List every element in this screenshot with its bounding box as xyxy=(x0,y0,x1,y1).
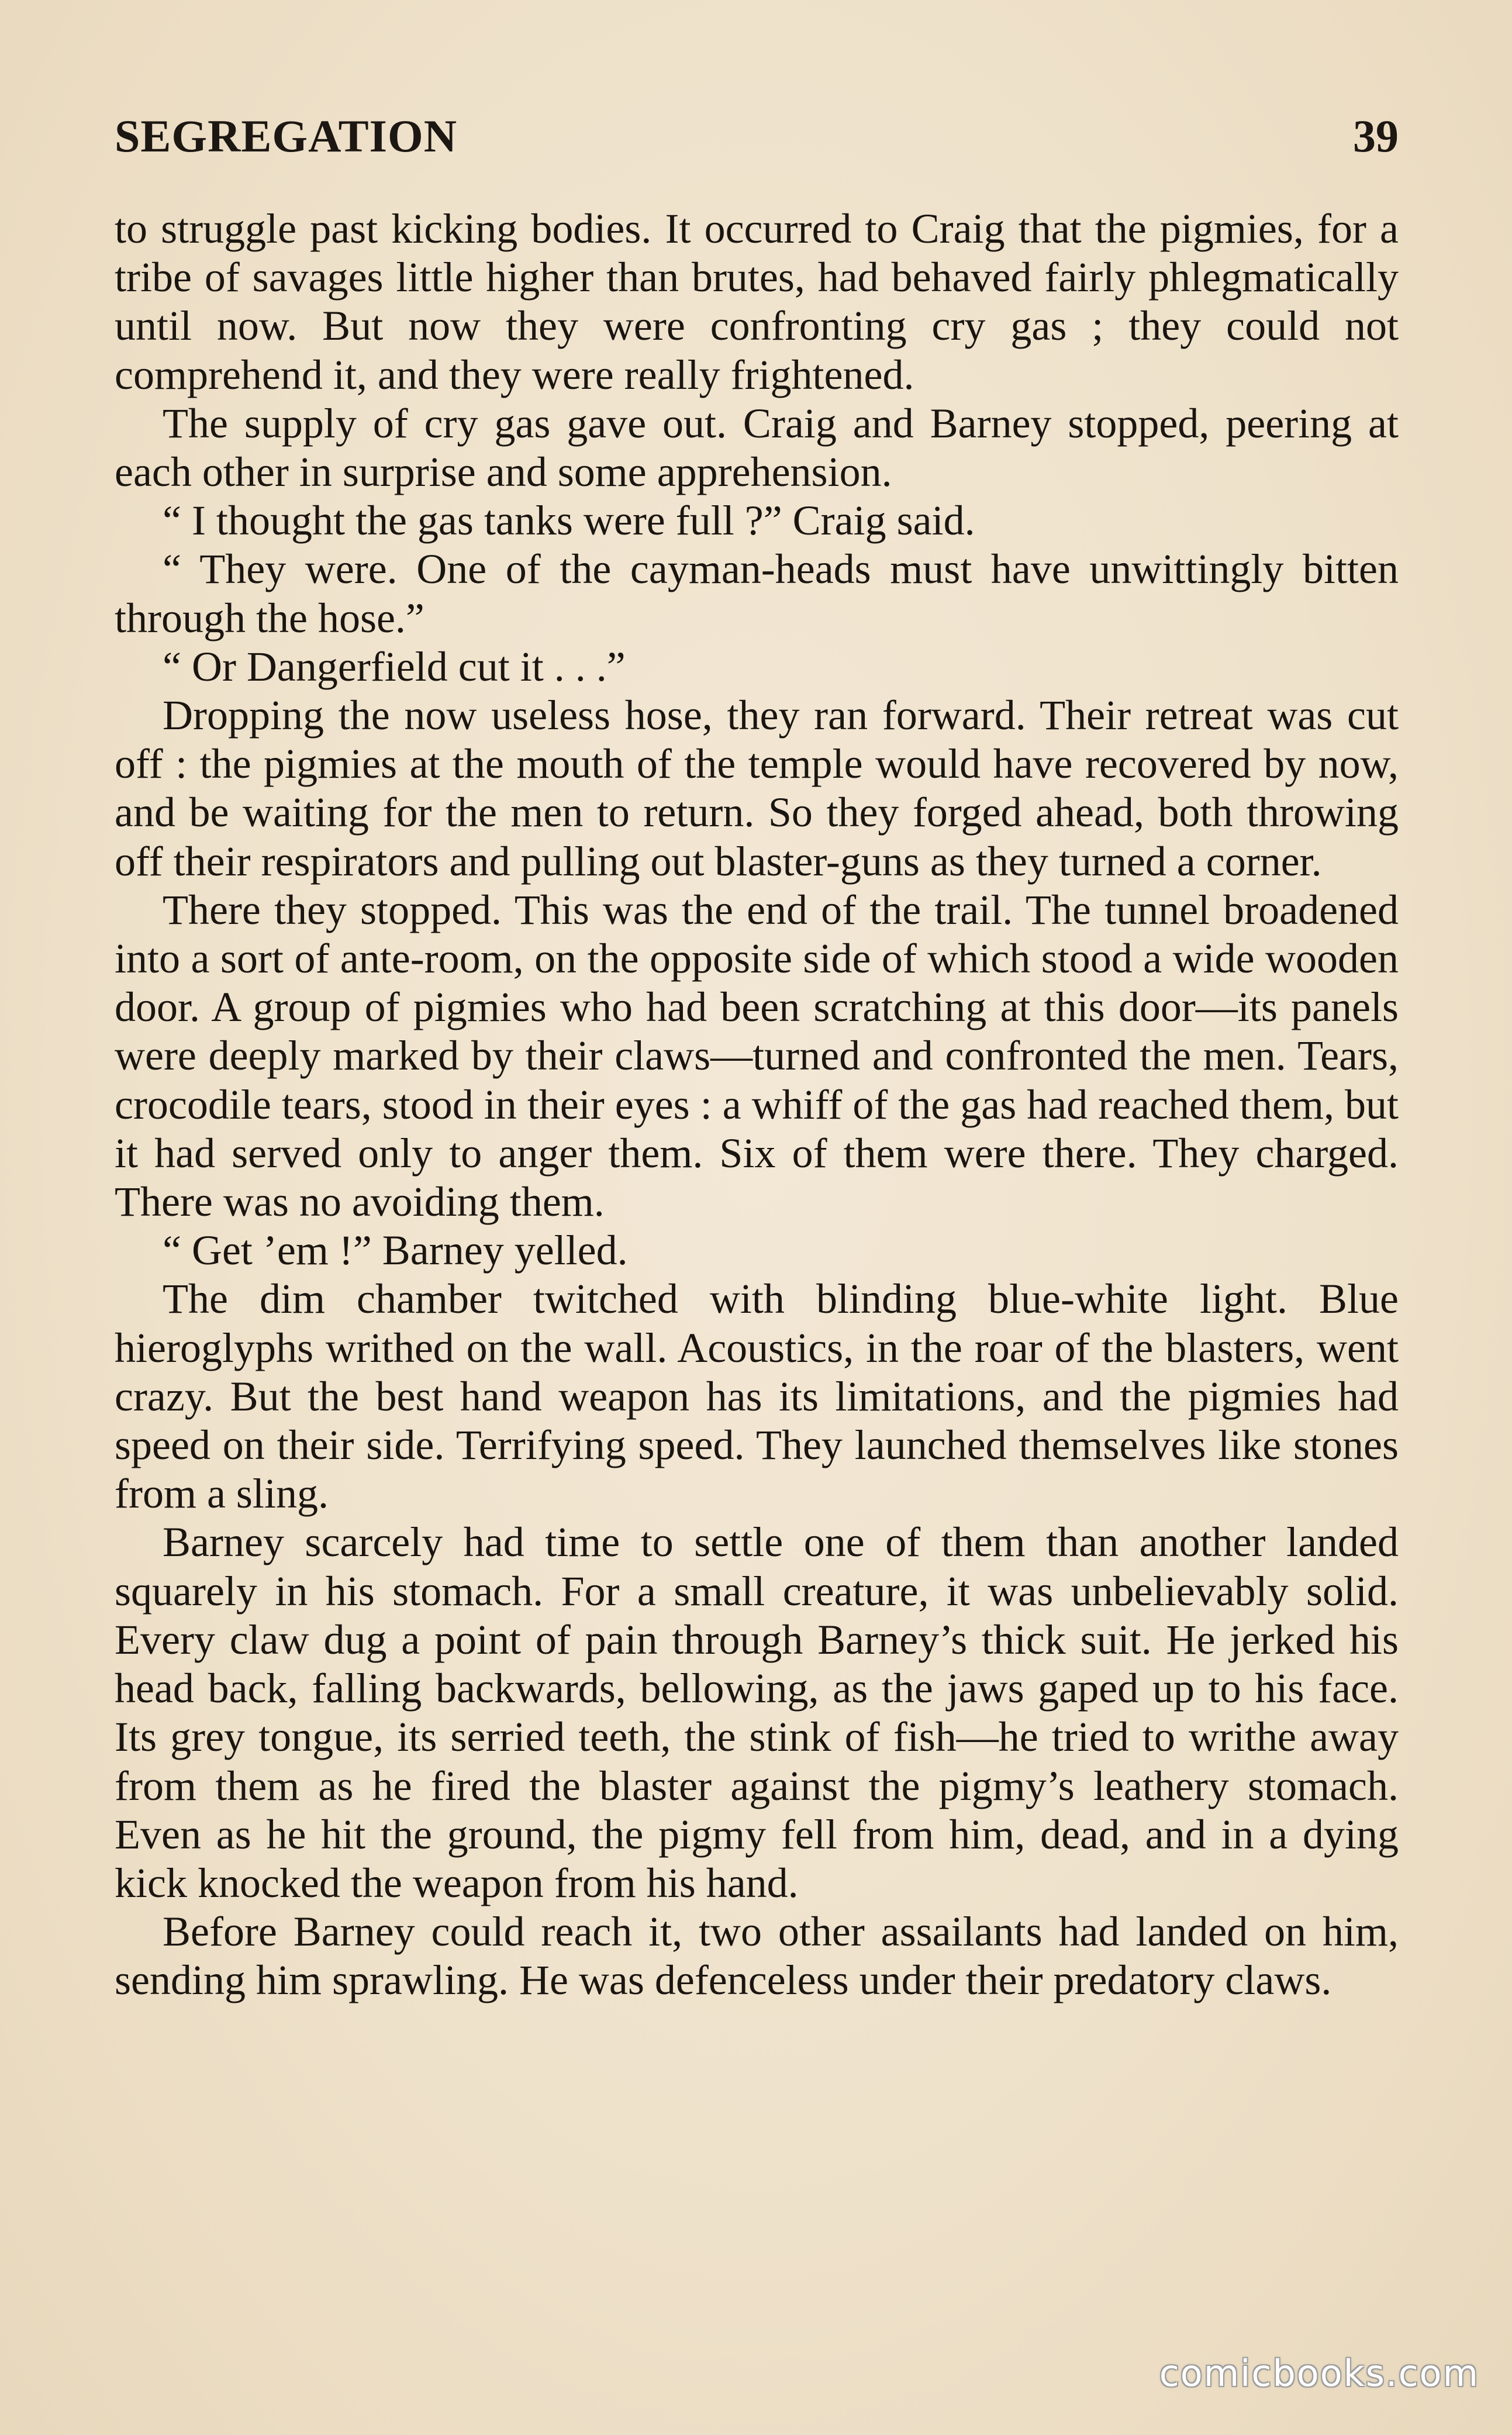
paragraph: “ Or Dangerfield cut it . . .” xyxy=(163,643,626,690)
paragraph: “ I thought the gas tanks were full ?” Craig said. xyxy=(163,497,975,544)
paragraph: Barney scarcely had time to settle one of them than another landed squarely in his stomach. For a small creature, it was unbelievably solid. Every claw dug a point of pain through Barney’s thick suit. He jerked his head back, falling backwards, bellowing, as the jaws gaped up to his face. Its grey tongue, its serried teeth, the stink of fish—he tried to writhe away from them as he fired the blaster against the pigmy’s leathery stomach. Even as he hit the ground, the pigmy fell from him, dead, and in a dying kick knocked the weapon from his hand. xyxy=(115,1519,1399,1906)
paragraph: “ Get ’em !” Barney yelled. xyxy=(163,1227,628,1274)
body-text xyxy=(115,205,1399,2005)
paragraph: Before Barney could reach it, two other assailants had landed on him, sending him sprawling. He was defenceless under their predatory claws. xyxy=(115,1908,1399,2004)
running-head: SEGREGATION xyxy=(115,111,458,161)
paragraph: “ They were. One of the cayman-heads must have unwittingly bitten through the hose.” xyxy=(115,546,1399,641)
page-header xyxy=(115,104,1399,174)
page-number: 39 xyxy=(1353,111,1399,161)
paragraph: There they stopped. This was the end of the trail. The tunnel broadened into a sort of ante-room, on the opposite side of which stood a wide wooden door. A group of pigmies who had been scratching at this door—its panels were deeply marked by their claws—turned and confronted the men. Tears, crocodile tears, stood in their eyes : a whiff of the gas had reached them, but it had served only to anger them. Six of them were there. They charged. There was no avoiding them. xyxy=(115,886,1399,1226)
paragraph: Dropping the now useless hose, they ran forward. Their retreat was cut off : the pigmies at the mouth of the temple would have recovered by now, and be waiting for the men to return. So they forged ahead, both throwing off their respirators and pulling out blaster-guns as they turned a corner. xyxy=(115,692,1399,885)
watermark: comicbooks.com xyxy=(1159,2352,1479,2395)
paragraph: to struggle past kicking bodies. It occurred to Craig that the pigmies, for a tribe of savages little higher than brutes, had behaved fairly phlegmatically until now. But now they were confronting cry gas ; they could not comprehend it, and they were really frightened. xyxy=(115,205,1399,398)
paragraph: The supply of cry gas gave out. Craig and Barney stopped, peering at each other in surprise and some apprehension. xyxy=(115,399,1399,496)
paragraph: The dim chamber twitched with blinding blue-white light. Blue hieroglyphs writhed on the wall. Acoustics, in the roar of the blasters, went crazy. But the best hand weapon has its limitations, and the pigmies had speed on their side. Terrifying speed. They launched themselves like stones from a sling. xyxy=(115,1275,1399,1517)
